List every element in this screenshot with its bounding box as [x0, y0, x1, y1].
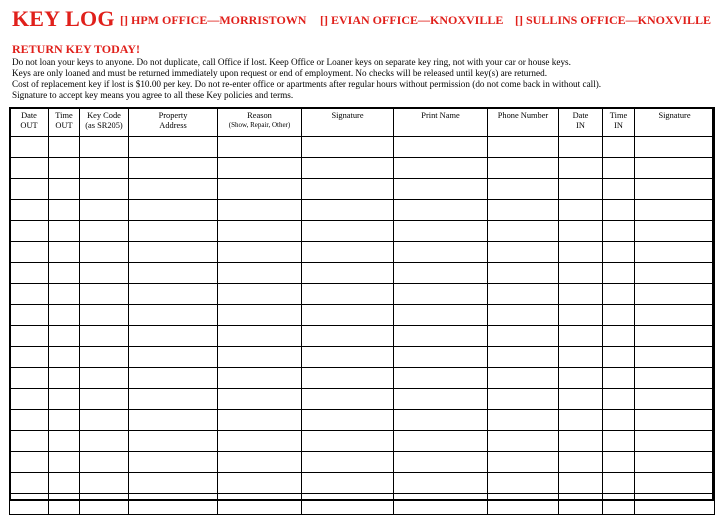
table-row: [10, 452, 715, 473]
table-cell[interactable]: [129, 326, 218, 347]
table-cell[interactable]: [218, 284, 302, 305]
table-cell[interactable]: [218, 200, 302, 221]
table-cell[interactable]: [218, 347, 302, 368]
table-cell[interactable]: [218, 452, 302, 473]
column-header: [218, 108, 302, 137]
table-cell[interactable]: [488, 158, 559, 179]
table-cell[interactable]: [218, 410, 302, 431]
table-cell[interactable]: [49, 368, 80, 389]
policy-line: Keys are only loaned and must be returned immediately upon request or end of employment. No checks will be released until key(s) are returned.: [12, 68, 547, 78]
table-cell[interactable]: [302, 200, 394, 221]
table-row: [10, 284, 715, 305]
table-body: [10, 137, 715, 515]
table-cell[interactable]: [559, 473, 603, 494]
table-cell[interactable]: [129, 452, 218, 473]
table-cell[interactable]: [635, 200, 715, 221]
table-cell[interactable]: [603, 221, 635, 242]
table-cell[interactable]: [80, 158, 129, 179]
table-row: [10, 158, 715, 179]
table-cell[interactable]: [302, 284, 394, 305]
table-cell[interactable]: [129, 368, 218, 389]
table-cell[interactable]: [603, 305, 635, 326]
column-header-label: Reason: [247, 111, 272, 120]
table-cell[interactable]: [80, 179, 129, 200]
column-header: [603, 108, 635, 137]
table-cell[interactable]: [10, 305, 49, 326]
column-header-label: Key Code: [87, 111, 121, 120]
table-cell[interactable]: [559, 158, 603, 179]
table-cell[interactable]: [559, 200, 603, 221]
table-cell[interactable]: [488, 263, 559, 284]
table-cell[interactable]: [218, 431, 302, 452]
table-cell[interactable]: [394, 389, 488, 410]
table-cell[interactable]: [488, 431, 559, 452]
table-cell[interactable]: [10, 473, 49, 494]
table-cell[interactable]: [302, 221, 394, 242]
table-row: [10, 368, 715, 389]
table-cell[interactable]: [129, 200, 218, 221]
column-header: [488, 108, 559, 137]
table-cell[interactable]: [559, 305, 603, 326]
table-cell[interactable]: [394, 431, 488, 452]
table-row: [10, 305, 715, 326]
table-cell[interactable]: [488, 200, 559, 221]
table-cell[interactable]: [80, 263, 129, 284]
column-header: [394, 108, 488, 137]
table-cell[interactable]: [302, 137, 394, 158]
table-cell[interactable]: [603, 368, 635, 389]
table-cell[interactable]: [394, 305, 488, 326]
table-cell[interactable]: [635, 368, 715, 389]
table-row: [10, 473, 715, 494]
table-cell[interactable]: [302, 263, 394, 284]
table-cell[interactable]: [559, 452, 603, 473]
table-cell[interactable]: [635, 221, 715, 242]
table-cell[interactable]: [129, 137, 218, 158]
key-log-table: [9, 107, 715, 515]
table-cell[interactable]: [635, 452, 715, 473]
table-cell[interactable]: [302, 389, 394, 410]
table-cell[interactable]: [218, 242, 302, 263]
table-cell[interactable]: [218, 179, 302, 200]
column-header: [559, 108, 603, 137]
table-cell[interactable]: [218, 494, 302, 515]
column-header-label: Time: [609, 111, 628, 120]
table-cell[interactable]: [635, 473, 715, 494]
table-cell[interactable]: [80, 494, 129, 515]
table-cell[interactable]: [49, 452, 80, 473]
column-header: [49, 108, 80, 137]
table-cell[interactable]: [49, 221, 80, 242]
table-cell[interactable]: [603, 263, 635, 284]
table-cell[interactable]: [394, 200, 488, 221]
table-cell[interactable]: [80, 473, 129, 494]
table-cell[interactable]: [635, 242, 715, 263]
table-cell[interactable]: [488, 305, 559, 326]
table-cell[interactable]: [218, 368, 302, 389]
table-cell[interactable]: [635, 179, 715, 200]
table-cell[interactable]: [603, 158, 635, 179]
column-header: [302, 108, 394, 137]
table-row: [10, 410, 715, 431]
table-cell[interactable]: [603, 452, 635, 473]
table-cell[interactable]: [635, 431, 715, 452]
table-cell[interactable]: [559, 410, 603, 431]
column-header-label: Date: [572, 111, 589, 120]
table-row: [10, 200, 715, 221]
table-cell[interactable]: [488, 347, 559, 368]
table-cell[interactable]: [635, 263, 715, 284]
table-cell[interactable]: [49, 179, 80, 200]
table-cell[interactable]: [603, 494, 635, 515]
table-cell[interactable]: [603, 284, 635, 305]
table-cell[interactable]: [80, 389, 129, 410]
table-cell[interactable]: [302, 368, 394, 389]
table-cell[interactable]: [10, 158, 49, 179]
table-cell[interactable]: [129, 347, 218, 368]
table-cell[interactable]: [49, 242, 80, 263]
table-cell[interactable]: [302, 347, 394, 368]
table-row: [10, 494, 715, 515]
table-cell[interactable]: [635, 158, 715, 179]
column-header: [635, 108, 715, 137]
table-cell[interactable]: [129, 389, 218, 410]
table-cell[interactable]: [488, 221, 559, 242]
column-header-label: Phone Number: [497, 111, 549, 120]
table-cell[interactable]: [559, 368, 603, 389]
table-cell[interactable]: [559, 242, 603, 263]
table-cell[interactable]: [394, 242, 488, 263]
table-cell[interactable]: [488, 326, 559, 347]
table-cell[interactable]: [10, 284, 49, 305]
table-cell[interactable]: [635, 494, 715, 515]
policy-line: Signature to accept key means you agree to all these Key policies and terms.: [12, 90, 294, 100]
table-row: [10, 431, 715, 452]
table-cell[interactable]: [302, 473, 394, 494]
office-option-morristown: [] HPM OFFICE—MORRISTOWN: [120, 13, 307, 27]
policy-line: Do not loan your keys to anyone. Do not duplicate, call Office if lost. Keep Office or Loaner keys on separate key ring, not with your car or house keys.: [12, 57, 571, 67]
table-cell[interactable]: [129, 158, 218, 179]
table-cell[interactable]: [394, 347, 488, 368]
table-cell[interactable]: [218, 263, 302, 284]
table-cell[interactable]: [10, 326, 49, 347]
table-cell[interactable]: [49, 347, 80, 368]
table-cell[interactable]: [10, 389, 49, 410]
table-cell[interactable]: [129, 179, 218, 200]
table-cell[interactable]: [635, 410, 715, 431]
table-cell[interactable]: [488, 452, 559, 473]
table-cell[interactable]: [129, 305, 218, 326]
table-cell[interactable]: [302, 305, 394, 326]
table-cell[interactable]: [10, 347, 49, 368]
table-cell[interactable]: [80, 284, 129, 305]
table-row: [10, 179, 715, 200]
table-cell[interactable]: [80, 326, 129, 347]
table-cell[interactable]: [394, 179, 488, 200]
table-cell[interactable]: [394, 473, 488, 494]
table-cell[interactable]: [10, 200, 49, 221]
table-cell[interactable]: [10, 242, 49, 263]
table-cell[interactable]: [394, 494, 488, 515]
table-header-row: [10, 108, 715, 137]
table-cell[interactable]: [10, 263, 49, 284]
table-cell[interactable]: [559, 494, 603, 515]
table-cell[interactable]: [603, 431, 635, 452]
table-cell[interactable]: [80, 221, 129, 242]
table-cell[interactable]: [302, 431, 394, 452]
table-cell[interactable]: [129, 263, 218, 284]
table-cell[interactable]: [603, 179, 635, 200]
column-header-label: Signature: [331, 111, 364, 120]
table-cell[interactable]: [394, 158, 488, 179]
table-cell[interactable]: [10, 179, 49, 200]
column-header: [80, 108, 129, 137]
column-header-label: Time: [55, 111, 73, 120]
table-cell[interactable]: [559, 221, 603, 242]
table-cell[interactable]: [559, 179, 603, 200]
table-cell[interactable]: [603, 137, 635, 158]
policy-text: [12, 57, 717, 101]
column-header-sublabel: OUT: [55, 120, 73, 130]
column-header: [10, 108, 49, 137]
table-cell[interactable]: [302, 158, 394, 179]
table-cell[interactable]: [49, 305, 80, 326]
table-cell[interactable]: [129, 494, 218, 515]
table-cell[interactable]: [488, 473, 559, 494]
table-cell[interactable]: [635, 347, 715, 368]
table-cell[interactable]: [218, 473, 302, 494]
table-cell[interactable]: [635, 137, 715, 158]
table-cell[interactable]: [394, 368, 488, 389]
table-cell[interactable]: [559, 137, 603, 158]
table-cell[interactable]: [603, 242, 635, 263]
table-cell[interactable]: [218, 389, 302, 410]
table-cell[interactable]: [302, 452, 394, 473]
table-row: [10, 263, 715, 284]
table-cell[interactable]: [488, 494, 559, 515]
table-cell[interactable]: [603, 347, 635, 368]
table-cell[interactable]: [10, 410, 49, 431]
key-log-table-frame: [9, 107, 714, 501]
table-cell[interactable]: [635, 284, 715, 305]
table-cell[interactable]: [559, 326, 603, 347]
table-cell[interactable]: [80, 410, 129, 431]
column-header-sublabel: IN: [576, 120, 585, 130]
table-cell[interactable]: [488, 284, 559, 305]
table-cell[interactable]: [559, 431, 603, 452]
table-cell[interactable]: [635, 389, 715, 410]
column-header-sublabel: OUT: [20, 120, 38, 130]
table-cell[interactable]: [80, 137, 129, 158]
table-cell[interactable]: [49, 473, 80, 494]
table-cell[interactable]: [49, 200, 80, 221]
table-cell[interactable]: [559, 347, 603, 368]
table-cell[interactable]: [559, 389, 603, 410]
table-cell[interactable]: [302, 242, 394, 263]
table-cell[interactable]: [80, 452, 129, 473]
table-cell[interactable]: [218, 326, 302, 347]
table-cell[interactable]: [49, 431, 80, 452]
table-cell[interactable]: [49, 137, 80, 158]
table-row: [10, 389, 715, 410]
column-header-label: Date: [21, 111, 37, 120]
table-cell[interactable]: [488, 179, 559, 200]
policy-line: Cost of replacement key if lost is $10.00 per key. Do not re-enter office or apartments after regular hours without permission (do not come back in without call).: [12, 79, 602, 89]
table-cell[interactable]: [10, 368, 49, 389]
table-cell[interactable]: [302, 494, 394, 515]
table-cell[interactable]: [394, 410, 488, 431]
table-cell[interactable]: [10, 221, 49, 242]
table-cell[interactable]: [49, 284, 80, 305]
table-cell[interactable]: [394, 326, 488, 347]
table-cell[interactable]: [129, 221, 218, 242]
table-cell[interactable]: [80, 200, 129, 221]
table-cell[interactable]: [559, 263, 603, 284]
table-cell[interactable]: [603, 473, 635, 494]
table-cell[interactable]: [10, 452, 49, 473]
office-option-sullins: [] SULLINS OFFICE—KNOXVILLE: [515, 13, 712, 27]
table-cell[interactable]: [129, 242, 218, 263]
column-header-label: Property: [158, 111, 188, 120]
table-cell[interactable]: [49, 326, 80, 347]
table-cell[interactable]: [394, 221, 488, 242]
table-cell[interactable]: [488, 389, 559, 410]
table-cell[interactable]: [129, 410, 218, 431]
table-cell[interactable]: [302, 410, 394, 431]
table-row: [10, 347, 715, 368]
table-cell[interactable]: [10, 431, 49, 452]
column-header-sublabel: Address: [159, 120, 187, 130]
table-cell[interactable]: [603, 410, 635, 431]
table-cell[interactable]: [80, 368, 129, 389]
header: [12, 6, 717, 30]
page-title: KEY LOG: [12, 6, 115, 31]
table-cell[interactable]: [49, 494, 80, 515]
table-cell[interactable]: [49, 410, 80, 431]
column-header-sublabel: (as SR205): [85, 120, 123, 130]
table-cell[interactable]: [218, 305, 302, 326]
table-cell[interactable]: [394, 137, 488, 158]
table-cell[interactable]: [635, 305, 715, 326]
table-cell[interactable]: [49, 263, 80, 284]
table-cell[interactable]: [129, 284, 218, 305]
table-cell[interactable]: [302, 179, 394, 200]
table-cell[interactable]: [129, 431, 218, 452]
table-cell[interactable]: [49, 389, 80, 410]
table-cell[interactable]: [10, 494, 49, 515]
table-row: [10, 137, 715, 158]
table-row: [10, 221, 715, 242]
table-cell[interactable]: [603, 389, 635, 410]
table-cell[interactable]: [10, 137, 49, 158]
table-cell[interactable]: [49, 158, 80, 179]
table-cell[interactable]: [80, 242, 129, 263]
table-cell[interactable]: [80, 305, 129, 326]
table-cell[interactable]: [394, 284, 488, 305]
table-cell[interactable]: [218, 158, 302, 179]
table-cell[interactable]: [488, 137, 559, 158]
column-header-label: Signature: [658, 111, 691, 120]
table-cell[interactable]: [394, 263, 488, 284]
table-cell[interactable]: [488, 368, 559, 389]
column-header: [129, 108, 218, 137]
table-cell[interactable]: [559, 284, 603, 305]
table-cell[interactable]: [394, 452, 488, 473]
table-cell[interactable]: [218, 221, 302, 242]
table-cell[interactable]: [635, 326, 715, 347]
return-key-heading: RETURN KEY TODAY!: [12, 42, 141, 56]
table-cell[interactable]: [302, 326, 394, 347]
table-row: [10, 326, 715, 347]
table-cell[interactable]: [80, 431, 129, 452]
table-cell[interactable]: [129, 473, 218, 494]
table-cell[interactable]: [218, 137, 302, 158]
column-header-sublabel: IN: [614, 120, 623, 130]
table-cell[interactable]: [488, 242, 559, 263]
table-cell[interactable]: [603, 200, 635, 221]
office-option-evian: [] EVIAN OFFICE—KNOXVILLE: [320, 13, 504, 27]
table-cell[interactable]: [603, 326, 635, 347]
column-header-sublabel: (Show, Repair, Other): [228, 120, 291, 129]
column-header-label: Print Name: [421, 111, 460, 120]
table-cell[interactable]: [488, 410, 559, 431]
table-row: [10, 242, 715, 263]
table-cell[interactable]: [80, 347, 129, 368]
